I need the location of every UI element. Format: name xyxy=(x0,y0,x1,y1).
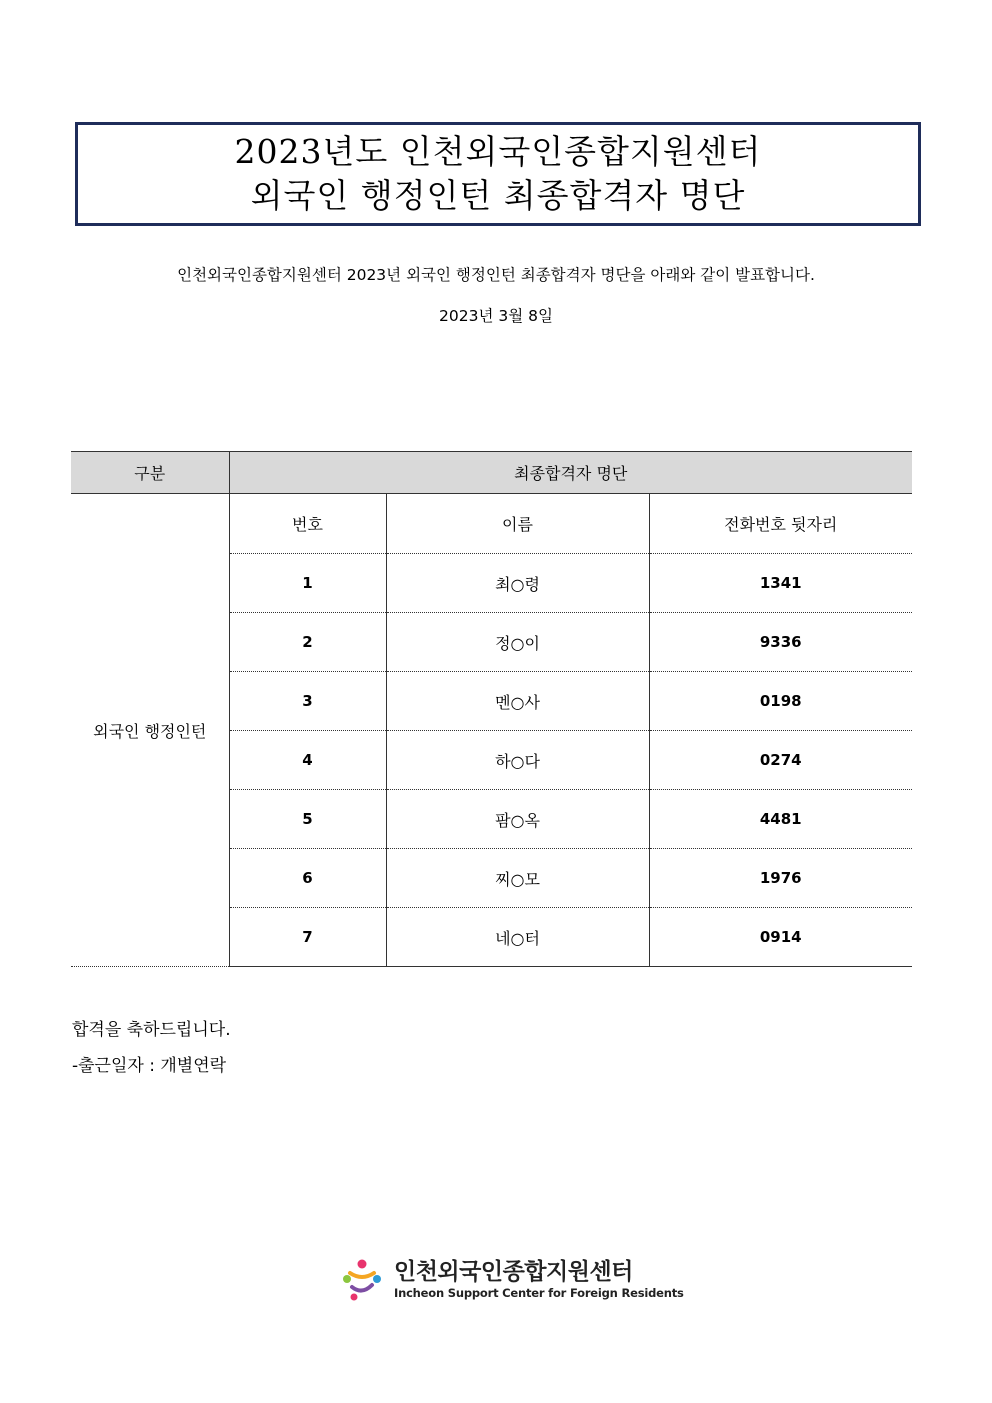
intro-text: 인천외국인종합지원센터 2023년 외국인 행정인턴 최종합격자 명단을 아래와 같이 발표합니다. xyxy=(177,266,815,284)
congrats-text: 합격을 축하드립니다. xyxy=(72,1020,231,1040)
row-name: 정○이 xyxy=(386,613,649,672)
row-phone: 4481 xyxy=(649,790,912,849)
page-title-line1: 2023년도 인천외국인종합지원센터 xyxy=(234,132,762,171)
row-name: 멘○사 xyxy=(386,672,649,731)
title-box xyxy=(75,122,921,226)
header-category: 구분 xyxy=(71,452,229,494)
row-phone: 0274 xyxy=(649,731,912,790)
row-number: 6 xyxy=(229,849,386,908)
column-header-row xyxy=(71,494,912,554)
column-header-phone: 전화번호 뒷자리 xyxy=(649,494,912,554)
row-phone: 1976 xyxy=(649,849,912,908)
announcement-date: 2023년 3월 8일 xyxy=(439,307,553,325)
row-name: 최○령 xyxy=(386,554,649,613)
row-number: 5 xyxy=(229,790,386,849)
row-phone: 0914 xyxy=(649,908,912,967)
row-name: 팜○옥 xyxy=(386,790,649,849)
category-cell: 외국인 행정인턴 xyxy=(71,494,229,967)
row-name: 네○터 xyxy=(386,908,649,967)
header-finalist-list: 최종합격자 명단 xyxy=(229,452,912,494)
row-number: 1 xyxy=(229,554,386,613)
column-header-number: 번호 xyxy=(229,494,386,554)
logo-name-english: Incheon Support Center for Foreign Residents xyxy=(394,1286,684,1300)
row-number: 7 xyxy=(229,908,386,967)
table-header-row xyxy=(71,452,912,494)
row-number: 3 xyxy=(229,672,386,731)
logo-name-korean: 인천외국인종합지원센터 xyxy=(394,1259,633,1285)
column-header-name: 이름 xyxy=(386,494,649,554)
row-name: 하○다 xyxy=(386,731,649,790)
row-phone: 1341 xyxy=(649,554,912,613)
row-name: 찌○모 xyxy=(386,849,649,908)
row-number: 4 xyxy=(229,731,386,790)
center-logo xyxy=(340,1255,684,1305)
row-phone: 0198 xyxy=(649,672,912,731)
row-phone: 9336 xyxy=(649,613,912,672)
center-logo-icon xyxy=(340,1257,384,1303)
start-date-text: -출근일자 : 개별연락 xyxy=(72,1056,227,1076)
row-number: 2 xyxy=(229,613,386,672)
finalist-table xyxy=(71,451,912,967)
page-title-line2: 외국인 행정인턴 최종합격자 명단 xyxy=(250,176,746,215)
